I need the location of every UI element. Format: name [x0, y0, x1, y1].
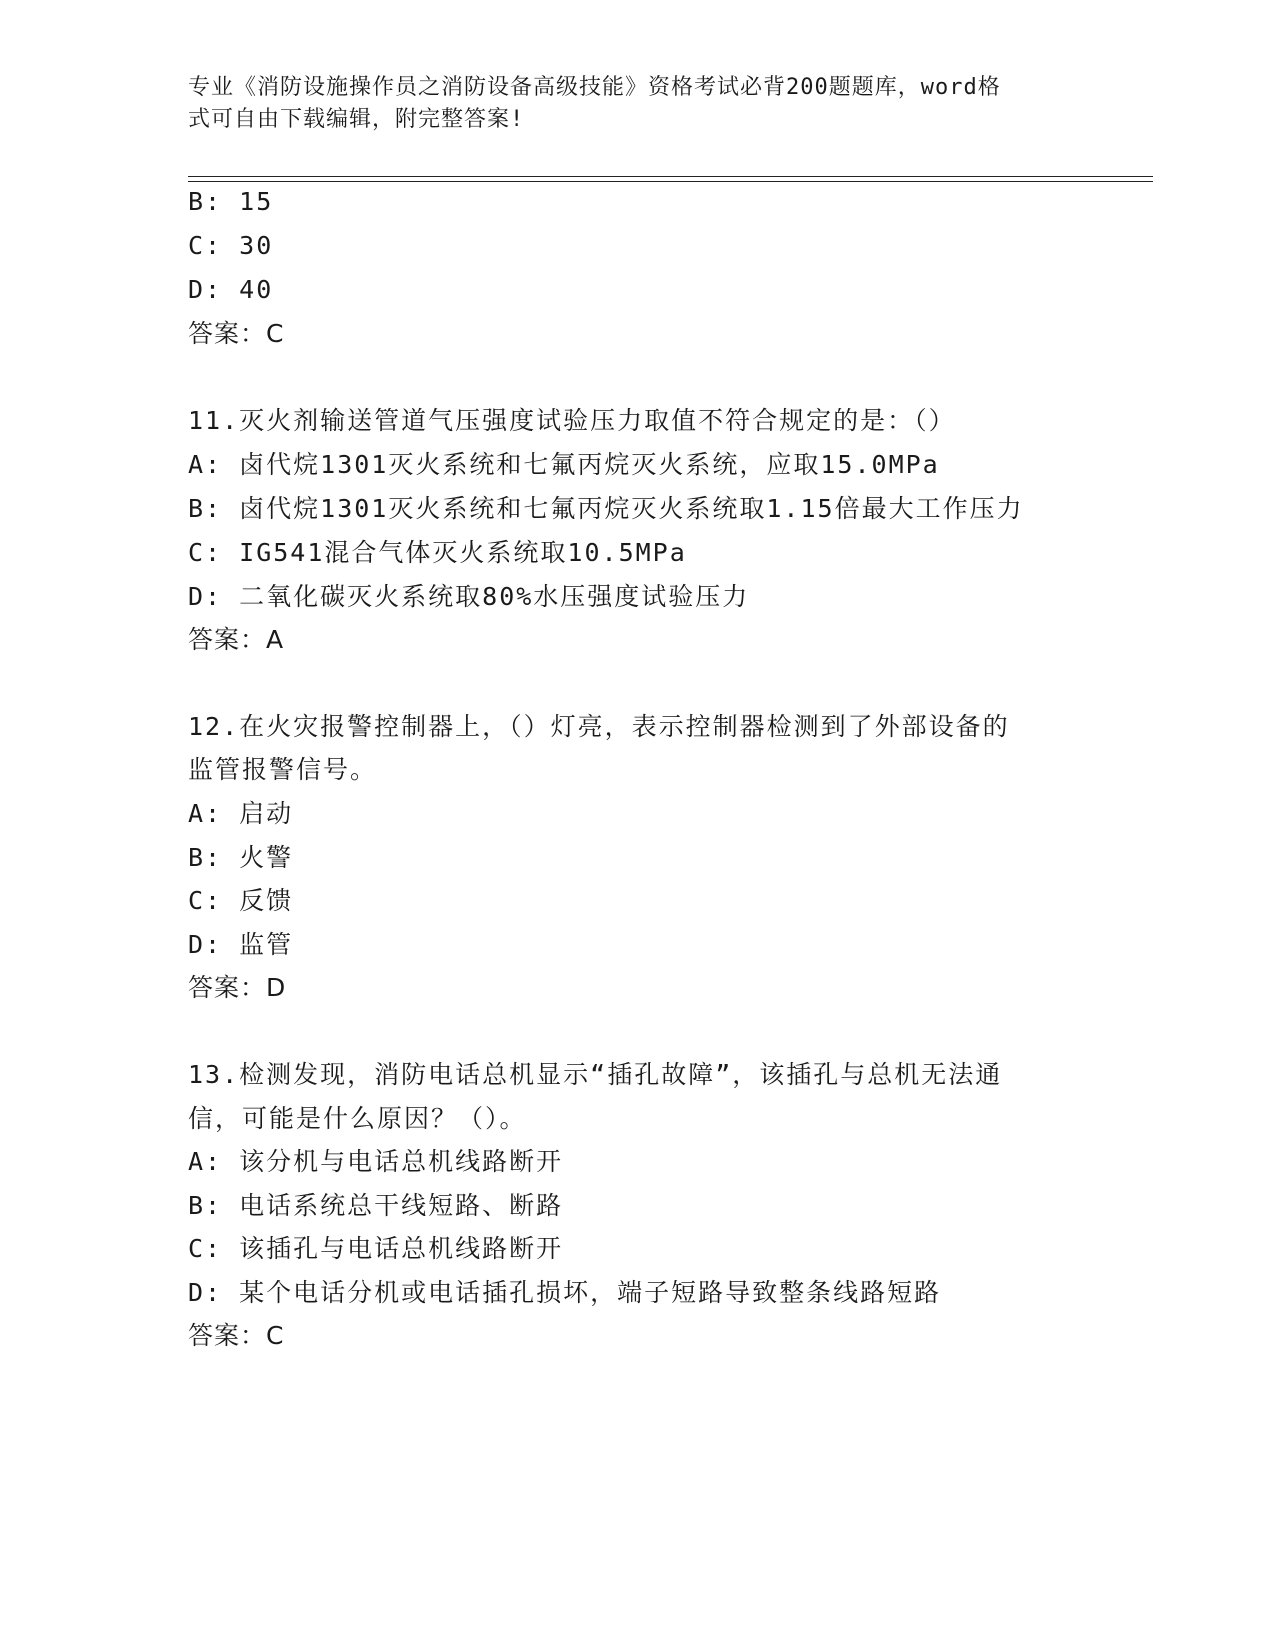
question-11-option-b: B: 卤代烷1301灭火系统和七氟丙烷灭火系统取1.15倍最大工作压力: [188, 494, 1024, 523]
question-13-stem-line-2: 信，可能是什么原因？（）。: [188, 1104, 527, 1133]
question-13-option-a: A: 该分机与电话总机线路断开: [188, 1147, 564, 1176]
question-13-option-c: C: 该插孔与电话总机线路断开: [188, 1234, 564, 1263]
question-12-option-d: D: 监管: [188, 930, 294, 959]
question-11-answer: 答案：A: [188, 625, 285, 654]
document-header: [188, 72, 1088, 136]
option-d: D: 40: [188, 275, 274, 304]
question-11-stem: 11.灭火剂输送管道气压强度试验压力取值不符合规定的是：（）: [188, 406, 956, 435]
question-12-answer: 答案：D: [188, 973, 287, 1002]
header-divider-top: [188, 176, 1153, 177]
question-11-option-c: C: IG541混合气体灭火系统取10.5MPa: [188, 538, 687, 567]
header-divider-bottom: [188, 181, 1153, 182]
question-13-option-b: B: 电话系统总干线短路、断路: [188, 1191, 564, 1220]
question-12-option-a: A: 启动: [188, 799, 294, 828]
question-13-option-d: D: 某个电话分机或电话插孔损坏，端子短路导致整条线路短路: [188, 1278, 942, 1307]
question-13-stem-line-1: 13.检测发现，消防电话总机显示“插孔故障”，该插孔与总机无法通: [188, 1060, 1003, 1089]
question-12-option-c: C: 反馈: [188, 886, 294, 915]
option-c: C: 30: [188, 231, 274, 260]
question-11-option-a: A: 卤代烷1301灭火系统和七氟丙烷灭火系统，应取15.0MPa: [188, 450, 940, 479]
option-b: B: 15: [188, 187, 274, 216]
header-line-2: 式可自由下载编辑，附完整答案!: [188, 107, 525, 132]
header-line-1: 专业《消防设施操作员之消防设备高级技能》资格考试必背200题题库，word格: [188, 75, 1001, 100]
answer-line: 答案：C: [188, 319, 285, 348]
question-13-answer: 答案：C: [188, 1321, 285, 1350]
question-12-option-b: B: 火警: [188, 843, 294, 872]
question-12-stem-line-2: 监管报警信号。: [188, 755, 378, 784]
question-12-stem-line-1: 12.在火灾报警控制器上，（）灯亮，表示控制器检测到了外部设备的: [188, 712, 1010, 741]
question-11-option-d: D: 二氧化碳灭火系统取80%水压强度试验压力: [188, 582, 750, 611]
